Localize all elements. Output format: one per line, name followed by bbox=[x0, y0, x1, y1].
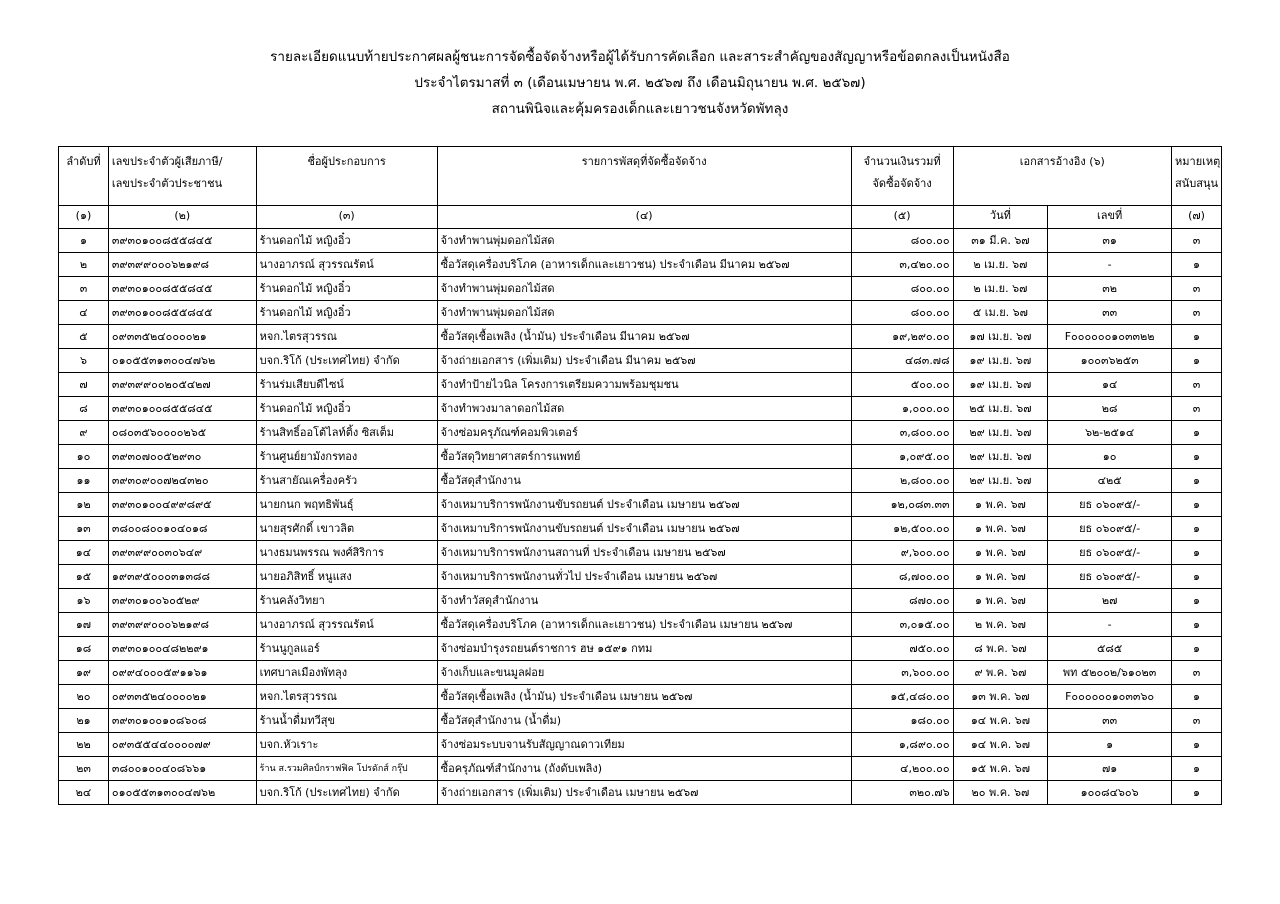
cell-vendor: ร้านดอกไม้ หญิงอิ๋ว bbox=[256, 229, 437, 253]
cell-ref-date: ๒๙ เม.ย. ๖๗ bbox=[953, 469, 1048, 493]
cell-item: จ้างเหมาบริการพนักงานทั่วไป ประจำเดือน เมษายน ๒๕๖๗ bbox=[437, 565, 851, 589]
cell-ref-no: - bbox=[1048, 253, 1172, 277]
table-row bbox=[59, 685, 1222, 709]
cell-item: จ้างเก็บและขนมูลฝอย bbox=[437, 661, 851, 685]
cell-amount: ๕๐๐.๐๐ bbox=[851, 373, 953, 397]
cell-no: ๑๒ bbox=[59, 493, 109, 517]
cell-amount: ๔๘๓.๗๘ bbox=[851, 349, 953, 373]
table-row bbox=[59, 229, 1222, 253]
cell-ref-no: ๒๘ bbox=[1048, 397, 1172, 421]
cell-item: ซื้อวัสดุเชื้อเพลิง (น้ำมัน) ประจำเดือน มีนาคม ๒๕๖๗ bbox=[437, 325, 851, 349]
cell-note: ๓ bbox=[1172, 301, 1222, 325]
cell-taxid: ๓๙๓๐๑๐๐๖๐๕๒๙ bbox=[108, 589, 256, 613]
cell-note: ๑ bbox=[1172, 325, 1222, 349]
cell-ref-date: ๒ พ.ค. ๖๗ bbox=[953, 613, 1048, 637]
cell-ref-date: ๑๙ เม.ย. ๖๗ bbox=[953, 349, 1048, 373]
cell-ref-no: ๖๒-๒๕๑๔ bbox=[1048, 421, 1172, 445]
cell-taxid: ๓๙๓๐๑๐๐๘๕๕๘๔๕ bbox=[108, 397, 256, 421]
col-number: (๓) bbox=[256, 206, 437, 229]
col-header-amount: จำนวนเงินรวมที่ จัดซื้อจัดจ้าง bbox=[851, 147, 953, 206]
table-row bbox=[59, 277, 1222, 301]
cell-ref-no: ยธ ๐๖๐๙๕/- bbox=[1048, 541, 1172, 565]
cell-amount: ๓,๐๑๕.๐๐ bbox=[851, 613, 953, 637]
cell-ref-no: พท ๕๒๐๐๒/๖๑๐๒๓ bbox=[1048, 661, 1172, 685]
cell-no: ๘ bbox=[59, 397, 109, 421]
cell-amount: ๓,๘๐๐.๐๐ bbox=[851, 421, 953, 445]
table-row bbox=[59, 661, 1222, 685]
cell-item: จ้างทำพวงมาลาดอกไม้สด bbox=[437, 397, 851, 421]
cell-note: ๑ bbox=[1172, 637, 1222, 661]
document-header bbox=[0, 44, 1280, 122]
cell-vendor: บจก.ริโก้ (ประเทศไทย) จำกัด bbox=[256, 781, 437, 805]
cell-amount: ๑๒,๕๐๐.๐๐ bbox=[851, 517, 953, 541]
cell-no: ๑๑ bbox=[59, 469, 109, 493]
cell-item: ซื้อวัสดุสำนักงาน (น้ำดื่ม) bbox=[437, 709, 851, 733]
header-quarter: ประจำไตรมาสที่ ๓ (เดือนเมษายน พ.ศ. ๒๕๖๗ ถึง เดือนมิถุนายน พ.ศ. ๒๕๖๗) bbox=[414, 75, 866, 91]
cell-no: ๗ bbox=[59, 373, 109, 397]
cell-item: จ้างทำพานพุ่มดอกไม้สด bbox=[437, 229, 851, 253]
cell-amount: ๔,๒๐๐.๐๐ bbox=[851, 757, 953, 781]
header-title: รายละเอียดแนบท้ายประกาศผลผู้ชนะการจัดซื้อจัดจ้างหรือผู้ได้รับการคัดเลือก และสาระสำคัญของสัญญาหรือข้อตกลงเป็นหนังสือ bbox=[270, 49, 1010, 65]
cell-no: ๓ bbox=[59, 277, 109, 301]
cell-ref-no: ๓๑ bbox=[1048, 229, 1172, 253]
cell-ref-no: ๓๓ bbox=[1048, 709, 1172, 733]
cell-taxid: ๓๙๓๐๙๐๐๗๒๔๓๒๐ bbox=[108, 469, 256, 493]
cell-item: จ้างซ่อมระบบจานรับสัญญาณดาวเทียม bbox=[437, 733, 851, 757]
cell-ref-date: ๑ พ.ค. ๖๗ bbox=[953, 589, 1048, 613]
col-header-taxid: เลขประจำตัวผู้เสียภาษี/ เลขประจำตัวประชาชน bbox=[108, 147, 256, 206]
cell-amount: ๘๐๐.๐๐ bbox=[851, 301, 953, 325]
cell-taxid: ๐๑๐๕๕๓๑๓๐๐๔๗๖๒ bbox=[108, 781, 256, 805]
cell-taxid: ๓๙๓๐๑๐๐๘๕๕๘๔๕ bbox=[108, 277, 256, 301]
cell-taxid: ๓๙๓๐๑๐๐๔๙๙๘๙๕ bbox=[108, 493, 256, 517]
cell-item: ซื้อวัสดุวิทยาศาสตร์การแพทย์ bbox=[437, 445, 851, 469]
table-row bbox=[59, 493, 1222, 517]
table-row bbox=[59, 469, 1222, 493]
cell-taxid: ๐๙๓๕๕๔๔๐๐๐๐๗๙ bbox=[108, 733, 256, 757]
cell-vendor: ร้านนูกูลแอร์ bbox=[256, 637, 437, 661]
cell-taxid: ๐๙๓๓๕๒๔๐๐๐๐๒๑ bbox=[108, 685, 256, 709]
table-row bbox=[59, 349, 1222, 373]
cell-note: ๑ bbox=[1172, 541, 1222, 565]
cell-vendor: ร้านคลังวิทยา bbox=[256, 589, 437, 613]
cell-vendor: ร้านน้ำดื่มทวีสุข bbox=[256, 709, 437, 733]
cell-item: จ้างทำวัสดุสำนักงาน bbox=[437, 589, 851, 613]
cell-item: จ้างทำพานพุ่มดอกไม้สด bbox=[437, 277, 851, 301]
cell-ref-date: ๒๙ เม.ย. ๖๗ bbox=[953, 421, 1048, 445]
cell-ref-date: ๓๑ มี.ค. ๖๗ bbox=[953, 229, 1048, 253]
cell-vendor: ร้านดอกไม้ หญิงอิ๋ว bbox=[256, 277, 437, 301]
cell-item: จ้างเหมาบริการพนักงานขับรถยนต์ ประจำเดือน เมษายน ๒๕๖๗ bbox=[437, 493, 851, 517]
table-row bbox=[59, 637, 1222, 661]
col-number: (๗) bbox=[1172, 206, 1222, 229]
cell-vendor: นายสุรศักดิ์ เขาวลิต bbox=[256, 517, 437, 541]
cell-no: ๕ bbox=[59, 325, 109, 349]
cell-taxid: ๐๙๓๓๕๒๔๐๐๐๐๒๑ bbox=[108, 325, 256, 349]
cell-ref-no: ๑๐๐๘๔๖๐๖ bbox=[1048, 781, 1172, 805]
cell-no: ๑๕ bbox=[59, 565, 109, 589]
column-number-row bbox=[59, 206, 1222, 229]
cell-taxid: ๓๘๐๐๑๐๐๔๐๘๖๖๑ bbox=[108, 757, 256, 781]
cell-vendor: หจก.ไตรสุวรรณ bbox=[256, 685, 437, 709]
cell-note: ๓ bbox=[1172, 709, 1222, 733]
cell-ref-no: ๑๐ bbox=[1048, 445, 1172, 469]
cell-ref-date: ๘ พ.ค. ๖๗ bbox=[953, 637, 1048, 661]
cell-no: ๒๒ bbox=[59, 733, 109, 757]
cell-ref-no: ยธ ๐๖๐๙๕/- bbox=[1048, 493, 1172, 517]
cell-amount: ๑๒,๐๘๓.๓๓ bbox=[851, 493, 953, 517]
cell-amount: ๓,๔๒๐.๐๐ bbox=[851, 253, 953, 277]
cell-item: จ้างถ่ายเอกสาร (เพิ่มเติม) ประจำเดือน มีนาคม ๒๕๖๗ bbox=[437, 349, 851, 373]
cell-ref-no: ๓๓ bbox=[1048, 301, 1172, 325]
header-agency: สถานพินิจและคุ้มครองเด็กและเยาวชนจังหวัดพัทลุง bbox=[491, 101, 789, 117]
cell-amount: ๑,๘๙๐.๐๐ bbox=[851, 733, 953, 757]
cell-ref-no: ๒๗ bbox=[1048, 589, 1172, 613]
cell-ref-date: ๑๔ พ.ค. ๖๗ bbox=[953, 733, 1048, 757]
cell-note: ๑ bbox=[1172, 565, 1222, 589]
cell-no: ๒ bbox=[59, 253, 109, 277]
cell-ref-date: ๑๔ พ.ค. ๖๗ bbox=[953, 709, 1048, 733]
col-number: (๑) bbox=[59, 206, 109, 229]
cell-taxid: ๐๙๙๔๐๐๐๕๙๑๑๖๑ bbox=[108, 661, 256, 685]
header-row bbox=[59, 147, 1222, 206]
cell-vendor: หจก.ไตรสุวรรณ bbox=[256, 325, 437, 349]
cell-ref-no: F๐๐๐๐๐๐๑๐๓๓๒๒ bbox=[1048, 325, 1172, 349]
cell-ref-no: ๑๔ bbox=[1048, 373, 1172, 397]
cell-amount: ๘,๗๐๐.๐๐ bbox=[851, 565, 953, 589]
cell-no: ๑๗ bbox=[59, 613, 109, 637]
cell-amount: ๒,๘๐๐.๐๐ bbox=[851, 469, 953, 493]
cell-taxid: ๓๙๓๐๑๐๐๔๘๒๒๙๑ bbox=[108, 637, 256, 661]
table-row bbox=[59, 565, 1222, 589]
cell-vendor: นางอาภรณ์ สุวรรณรัตน์ bbox=[256, 253, 437, 277]
col-header-reference: เอกสารอ้างอิง (๖) bbox=[953, 147, 1171, 206]
cell-ref-date: ๒ เม.ย. ๖๗ bbox=[953, 253, 1048, 277]
cell-item: ซื้อวัสดุเครื่องบริโภค (อาหารเด็กและเยาวชน) ประจำเดือน มีนาคม ๒๕๖๗ bbox=[437, 253, 851, 277]
cell-vendor: นายอภิสิทธิ์ หนูแสง bbox=[256, 565, 437, 589]
cell-note: ๓ bbox=[1172, 373, 1222, 397]
cell-ref-date: ๒๐ พ.ค. ๖๗ bbox=[953, 781, 1048, 805]
cell-taxid: ๐๑๐๕๕๓๑๓๐๐๔๗๖๒ bbox=[108, 349, 256, 373]
cell-amount: ๑๕,๔๘๐.๐๐ bbox=[851, 685, 953, 709]
table-row bbox=[59, 757, 1222, 781]
cell-amount: ๑๙,๒๙๐.๐๐ bbox=[851, 325, 953, 349]
cell-ref-no: ๕๘๕ bbox=[1048, 637, 1172, 661]
table-row bbox=[59, 781, 1222, 805]
table-row bbox=[59, 421, 1222, 445]
cell-amount: ๗๕๐.๐๐ bbox=[851, 637, 953, 661]
cell-ref-no: - bbox=[1048, 613, 1172, 637]
cell-item: ซื้อวัสดุเชื้อเพลิง (น้ำมัน) ประจำเดือน เมษายน ๒๕๖๗ bbox=[437, 685, 851, 709]
col-number: (๒) bbox=[108, 206, 256, 229]
cell-ref-date: ๒๙ เม.ย. ๖๗ bbox=[953, 445, 1048, 469]
cell-note: ๓ bbox=[1172, 229, 1222, 253]
cell-note: ๑ bbox=[1172, 781, 1222, 805]
cell-no: ๖ bbox=[59, 349, 109, 373]
cell-taxid: ๓๙๓๐๑๐๐๑๐๘๖๐๘ bbox=[108, 709, 256, 733]
cell-vendor: ร้านสิทธิ์ออโต้ไลท์ติ้ง ซิสเต็ม bbox=[256, 421, 437, 445]
cell-ref-date: ๑๙ เม.ย. ๖๗ bbox=[953, 373, 1048, 397]
cell-note: ๑ bbox=[1172, 253, 1222, 277]
cell-item: จ้างทำพานพุ่มดอกไม้สด bbox=[437, 301, 851, 325]
cell-vendor: ร้านศูนย์ยามังกรทอง bbox=[256, 445, 437, 469]
cell-no: ๑๙ bbox=[59, 661, 109, 685]
cell-note: ๑ bbox=[1172, 517, 1222, 541]
col-header-note: หมายเหตุ สนับสนุน bbox=[1172, 147, 1222, 206]
cell-no: ๑๘ bbox=[59, 637, 109, 661]
col-number: (๕) bbox=[851, 206, 953, 229]
cell-note: ๑ bbox=[1172, 589, 1222, 613]
cell-note: ๑ bbox=[1172, 685, 1222, 709]
cell-ref-date: ๑ พ.ค. ๖๗ bbox=[953, 541, 1048, 565]
table-row bbox=[59, 589, 1222, 613]
cell-amount: ๘๐๐.๐๐ bbox=[851, 277, 953, 301]
cell-vendor: นายกนก พฤทธิพันธุ์ bbox=[256, 493, 437, 517]
cell-vendor: ร้าน ส.รวมศิลป์กราฟฟิค โปรดักส์ กรุ๊ป bbox=[256, 757, 437, 781]
cell-no: ๒๑ bbox=[59, 709, 109, 733]
cell-vendor: บจก.ริโก้ (ประเทศไทย) จำกัด bbox=[256, 349, 437, 373]
table-row bbox=[59, 613, 1222, 637]
cell-ref-date: ๒๕ เม.ย. ๖๗ bbox=[953, 397, 1048, 421]
cell-taxid: ๓๙๓๙๙๐๐๒๐๕๔๒๗ bbox=[108, 373, 256, 397]
table-row bbox=[59, 397, 1222, 421]
cell-note: ๑ bbox=[1172, 469, 1222, 493]
cell-ref-date: ๑ พ.ค. ๖๗ bbox=[953, 565, 1048, 589]
cell-no: ๒๔ bbox=[59, 781, 109, 805]
cell-note: ๑ bbox=[1172, 493, 1222, 517]
table-row bbox=[59, 517, 1222, 541]
cell-item: จ้างซ่อมบำรุงรถยนต์ราชการ ฮษ ๑๕๙๑ กทม bbox=[437, 637, 851, 661]
cell-ref-no: ยธ ๐๖๐๙๕/- bbox=[1048, 565, 1172, 589]
cell-item: จ้างเหมาบริการพนักงานสถานที่ ประจำเดือน เมษายน ๒๕๖๗ bbox=[437, 541, 851, 565]
cell-vendor: ร้านดอกไม้ หญิงอิ๋ว bbox=[256, 301, 437, 325]
cell-note: ๓ bbox=[1172, 397, 1222, 421]
cell-ref-date: ๑๗ เม.ย. ๖๗ bbox=[953, 325, 1048, 349]
cell-note: ๑ bbox=[1172, 733, 1222, 757]
cell-ref-no: ๗๑ bbox=[1048, 757, 1172, 781]
cell-taxid: ๓๙๓๙๙๐๐๐๖๒๑๙๘ bbox=[108, 253, 256, 277]
cell-ref-no: ๓๒ bbox=[1048, 277, 1172, 301]
cell-ref-no: ยธ ๐๖๐๙๕/- bbox=[1048, 517, 1172, 541]
cell-item: จ้างซ่อมครุภัณฑ์คอมพิวเตอร์ bbox=[437, 421, 851, 445]
cell-taxid: ๓๘๐๐๘๐๐๑๐๔๐๑๘ bbox=[108, 517, 256, 541]
col-header-ref-date: วันที่ bbox=[953, 206, 1048, 229]
cell-taxid: ๓๙๓๐๑๐๐๘๕๕๘๔๕ bbox=[108, 301, 256, 325]
cell-no: ๒๓ bbox=[59, 757, 109, 781]
cell-taxid: ๓๙๓๙๙๐๐๐๖๒๑๙๘ bbox=[108, 613, 256, 637]
cell-ref-no: ๑๐๐๓๖๒๕๓ bbox=[1048, 349, 1172, 373]
table-row bbox=[59, 253, 1222, 277]
cell-ref-date: ๕ เม.ย. ๖๗ bbox=[953, 301, 1048, 325]
cell-taxid: ๓๙๓๐๑๐๐๘๕๕๘๔๕ bbox=[108, 229, 256, 253]
table-row bbox=[59, 325, 1222, 349]
cell-ref-date: ๑ พ.ค. ๖๗ bbox=[953, 517, 1048, 541]
table-row bbox=[59, 301, 1222, 325]
cell-amount: ๑,๐๐๐.๐๐ bbox=[851, 397, 953, 421]
col-header-no: ลำดับที่ bbox=[59, 147, 109, 206]
cell-ref-no: F๐๐๐๐๐๐๑๐๓๓๖๐ bbox=[1048, 685, 1172, 709]
cell-item: จ้างเหมาบริการพนักงานขับรถยนต์ ประจำเดือน เมษายน ๒๕๖๗ bbox=[437, 517, 851, 541]
cell-vendor: นางอาภรณ์ สุวรรณรัตน์ bbox=[256, 613, 437, 637]
cell-ref-date: ๑๕ พ.ค. ๖๗ bbox=[953, 757, 1048, 781]
cell-note: ๓ bbox=[1172, 277, 1222, 301]
cell-amount: ๓,๖๐๐.๐๐ bbox=[851, 661, 953, 685]
cell-vendor: บจก.หัวเราะ bbox=[256, 733, 437, 757]
cell-no: ๔ bbox=[59, 301, 109, 325]
cell-amount: ๙,๖๐๐.๐๐ bbox=[851, 541, 953, 565]
cell-amount: ๘๐๐.๐๐ bbox=[851, 229, 953, 253]
cell-vendor: นางธมนพรรณ พงศ์สิริการ bbox=[256, 541, 437, 565]
cell-no: ๑๖ bbox=[59, 589, 109, 613]
cell-no: ๙ bbox=[59, 421, 109, 445]
cell-no: ๑๐ bbox=[59, 445, 109, 469]
cell-no: ๑ bbox=[59, 229, 109, 253]
cell-ref-date: ๒ เม.ย. ๖๗ bbox=[953, 277, 1048, 301]
cell-no: ๑๓ bbox=[59, 517, 109, 541]
cell-amount: ๘๗๐.๐๐ bbox=[851, 589, 953, 613]
cell-amount: ๑,๐๙๕.๐๐ bbox=[851, 445, 953, 469]
cell-vendor: ร้านร่มเสียบดีไซน์ bbox=[256, 373, 437, 397]
table-row bbox=[59, 541, 1222, 565]
cell-no: ๒๐ bbox=[59, 685, 109, 709]
cell-ref-date: ๙ พ.ค. ๖๗ bbox=[953, 661, 1048, 685]
col-header-vendor: ชื่อผู้ประกอบการ bbox=[256, 147, 437, 206]
cell-item: ซื้อวัสดุสำนักงาน bbox=[437, 469, 851, 493]
col-header-items: รายการพัสดุที่จัดซื้อจัดจ้าง bbox=[437, 147, 851, 206]
cell-taxid: ๓๙๓๙๙๐๐๓๐๖๔๙ bbox=[108, 541, 256, 565]
cell-item: จ้างถ่ายเอกสาร (เพิ่มเติม) ประจำเดือน เมษายน ๒๕๖๗ bbox=[437, 781, 851, 805]
table-row bbox=[59, 373, 1222, 397]
table-row bbox=[59, 709, 1222, 733]
cell-vendor: ร้านดอกไม้ หญิงอิ๋ว bbox=[256, 397, 437, 421]
cell-note: ๓ bbox=[1172, 661, 1222, 685]
cell-amount: ๓๒๐.๗๖ bbox=[851, 781, 953, 805]
col-header-ref-no: เลขที่ bbox=[1048, 206, 1172, 229]
cell-vendor: เทศบาลเมืองพัทลุง bbox=[256, 661, 437, 685]
cell-note: ๑ bbox=[1172, 445, 1222, 469]
cell-ref-date: ๑ พ.ค. ๖๗ bbox=[953, 493, 1048, 517]
table-row bbox=[59, 733, 1222, 757]
cell-taxid: ๑๙๓๙๕๐๐๐๓๑๓๘๘ bbox=[108, 565, 256, 589]
cell-item: ซื้อวัสดุเครื่องบริโภค (อาหารเด็กและเยาวชน) ประจำเดือน เมษายน ๒๕๖๗ bbox=[437, 613, 851, 637]
cell-taxid: ๓๙๓๐๗๐๐๕๒๙๓๐ bbox=[108, 445, 256, 469]
cell-no: ๑๔ bbox=[59, 541, 109, 565]
procurement-table bbox=[58, 146, 1222, 805]
cell-ref-no: ๑ bbox=[1048, 733, 1172, 757]
cell-note: ๑ bbox=[1172, 613, 1222, 637]
cell-amount: ๑๘๐.๐๐ bbox=[851, 709, 953, 733]
cell-item: จ้างทำป้ายไวนิล โครงการเตรียมความพร้อมชุมชน bbox=[437, 373, 851, 397]
table-row bbox=[59, 445, 1222, 469]
cell-note: ๑ bbox=[1172, 349, 1222, 373]
cell-taxid: ๐๘๐๓๕๖๐๐๐๐๒๖๕ bbox=[108, 421, 256, 445]
col-number: (๔) bbox=[437, 206, 851, 229]
cell-ref-date: ๑๓ พ.ค. ๖๗ bbox=[953, 685, 1048, 709]
cell-ref-no: ๔๒๕ bbox=[1048, 469, 1172, 493]
cell-item: ซื้อครุภัณฑ์สำนักงาน (ถังดับเพลิง) bbox=[437, 757, 851, 781]
cell-note: ๑ bbox=[1172, 757, 1222, 781]
cell-note: ๑ bbox=[1172, 421, 1222, 445]
cell-vendor: ร้านสายัณเครื่องครัว bbox=[256, 469, 437, 493]
